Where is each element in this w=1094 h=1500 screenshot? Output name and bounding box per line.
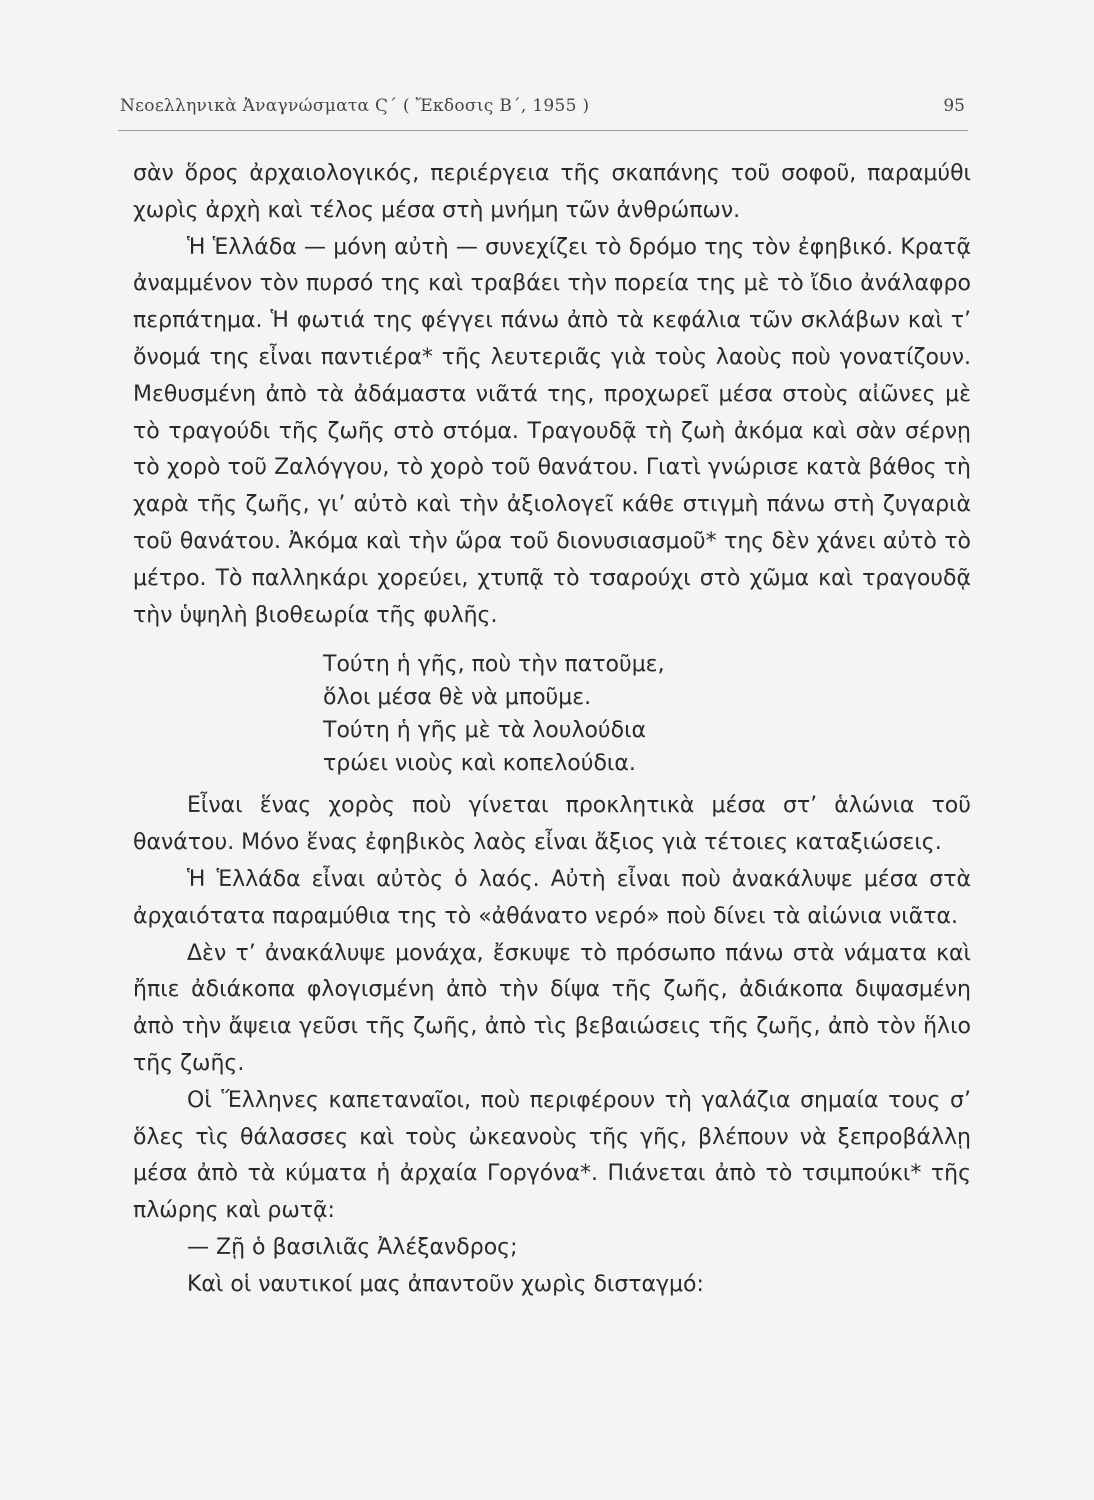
dialogue-line: — Ζῇ ὁ βασιλιᾶς Ἀλέξανδρος; xyxy=(187,1234,518,1260)
header-rule xyxy=(118,130,968,131)
running-header xyxy=(120,96,965,124)
poem-line: Τούτη ἡ γῆς μὲ τὰ λουλούδια xyxy=(323,718,647,744)
poem-line: ὅλοι μέσα θὲ νὰ μποῦμε. xyxy=(323,685,592,711)
paragraph: Ἡ Ἑλλάδα — μόνη αὐτὴ — συνεχίζει τὸ δρόμο της τὸν ἐφηβικό. Κρατᾷ ἀναμμένον τὸν πυρσό της καὶ τραβάει τὴν πορεία της μὲ τὸ ἴδιο ἀνάλαφρο περπάτημα. Ἡ φωτιά της φέγγει πάνω ἀπὸ τὰ κεφάλια τῶν σκλάβων καὶ τ’ ὄνομά της εἶναι παντιέρα* τῆς λευτεριᾶς γιὰ τοὺς λαοὺς ποὺ γονατίζουν. Μεθυσμένη ἀπὸ τὰ ἀδάμαστα νιᾶτά της, προχωρεῖ μέσα στοὺς αἰῶνες μὲ τὸ τραγούδι τῆς ζωῆς στὸ στόμα. Τραγουδᾷ τὴ ζωὴ ἀκόμα καὶ σὰν σέρνῃ τὸ χορὸ τοῦ Ζαλόγγου, τὸ χορὸ τοῦ θανάτου. Γιατὶ γνώρισε κατὰ βάθος τὴ χαρὰ τῆς ζωῆς, γι’ αὐτὸ καὶ τὴν ἀξιολογεῖ κάθε στιγμὴ πάνω στὴ ζυγαριὰ τοῦ θανάτου. Ἀκόμα καὶ τὴν ὥρα τοῦ διονυσιασμοῦ* της δὲν χάνει αὐτὸ τὸ μέτρο. Τὸ παλληκάρι χορεύει, χτυπᾷ τὸ τσαρούχι στὸ χῶμα καὶ τραγουδᾷ τὴν ὑψηλὴ βιοθεωρία τῆς φυλῆς. xyxy=(133,234,971,628)
header-title: Νεοελληνικὰ Ἀναγνώσματα Ϛ΄ ( Ἔκδοσις Β΄, 1955 ) xyxy=(120,96,590,116)
poem-stanza xyxy=(323,648,971,780)
paragraph: Ἡ Ἑλλάδα εἶναι αὐτὸς ὁ λαός. Αὐτὴ εἶναι ποὺ ἀνακάλυψε μέσα στὰ ἀρχαιότατα παραμύθια της τὸ «ἀθάνατο νερό» ποὺ δίνει τὰ αἰώνια νιᾶτα. xyxy=(133,866,971,929)
poem-line: Τούτη ἡ γῆς, ποὺ τὴν πατοῦμε, xyxy=(323,652,665,678)
paragraph: Εἶναι ἕνας χορὸς ποὺ γίνεται προκλητικὰ μέσα στ’ ἁλώνια τοῦ θανάτου. Μόνο ἕνας ἐφηβικὸς λαὸς εἶναι ἄξιος γιὰ τέτοιες καταξιώσεις. xyxy=(133,793,971,856)
paragraph: Οἱ Ἕλληνες καπεταναῖοι, ποὺ περιφέρουν τὴ γαλάζια σημαία τους σ’ ὅλες τὶς θάλασσες καὶ τοὺς ὠκεανοὺς τῆς γῆς, βλέπουν νὰ ξεπροβάλλῃ μέσα ἀπὸ τὰ κύματα ἡ ἀρχαία Γοργόνα*. Πιάνεται ἀπὸ τὸ τσιμπούκι* τῆς πλώρης καὶ ρωτᾷ: xyxy=(133,1087,971,1224)
body-text xyxy=(133,156,971,1304)
paragraph: σὰν ὅρος ἀρχαιολογικός, περιέργεια τῆς σκαπάνης τοῦ σοφοῦ, παραμύθι χωρὶς ἀρχὴ καὶ τέλος μέσα στὴ μνήμη τῶν ἀνθρώπων. xyxy=(133,161,971,223)
page-number: 95 xyxy=(943,96,965,116)
poem-line: τρώει νιοὺς καὶ κοπελούδια. xyxy=(323,751,636,777)
dialogue-line: Καὶ οἱ ναυτικοί μας ἀπαντοῦν χωρὶς δισταγμό: xyxy=(187,1271,704,1297)
paragraph: Δὲν τ’ ἀνακάλυψε μονάχα, ἔσκυψε τὸ πρόσωπο πάνω στὰ νάματα καὶ ἤπιε ἀδιάκοπα φλογισμένη ἀπὸ τὴν δίψα τῆς ζωῆς, ἀδιάκοπα διψασμένη ἀπὸ τὴν ἄψεια γεῦσι τῆς ζωῆς, ἀπὸ τὶς βεβαιώσεις τῆς ζωῆς, ἀπὸ τὸν ἥλιο τῆς ζωῆς. xyxy=(133,940,971,1076)
